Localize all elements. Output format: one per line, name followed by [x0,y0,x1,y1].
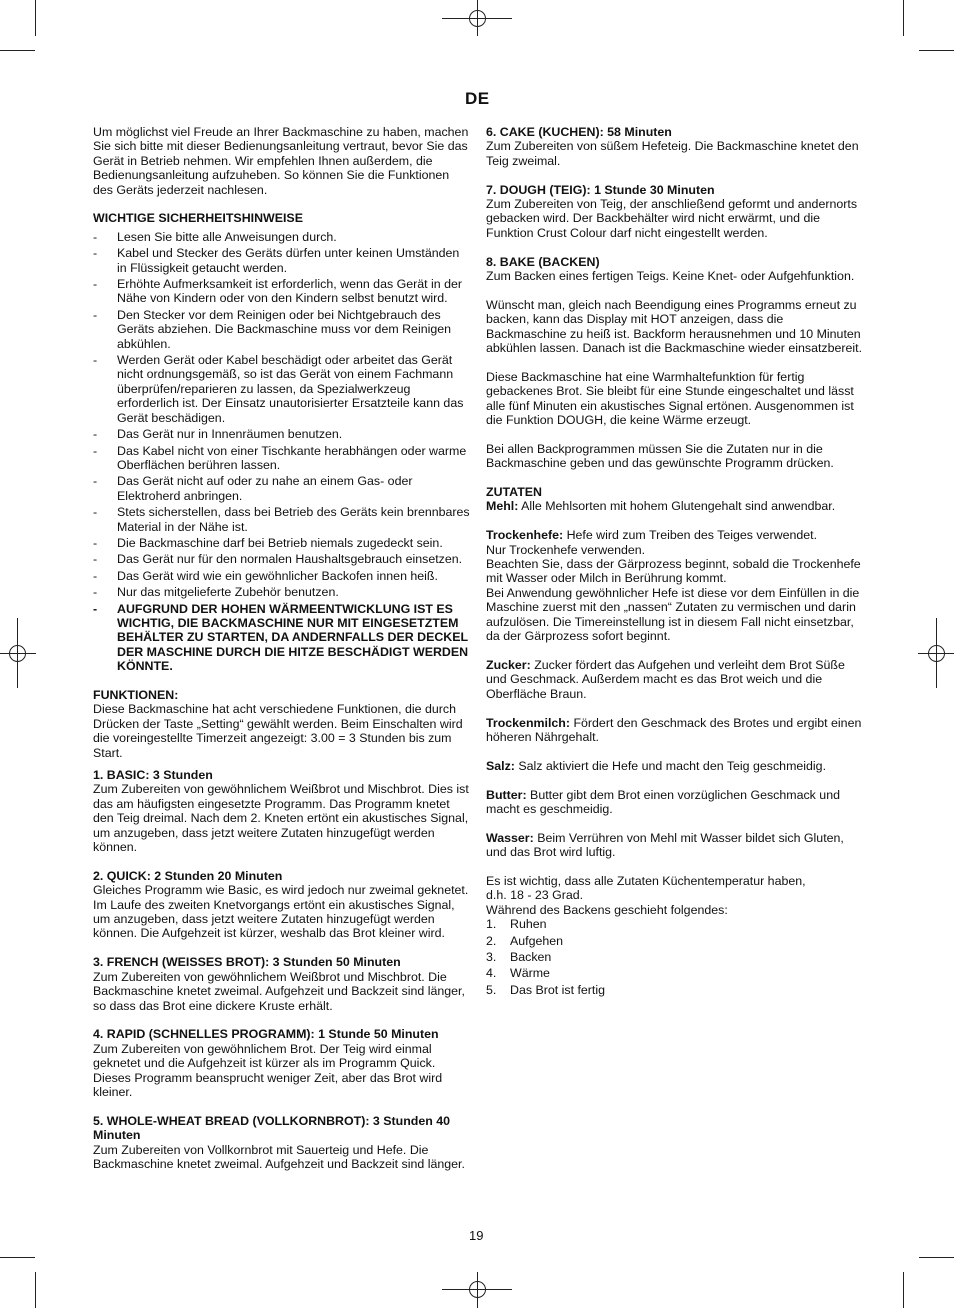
step-text: Wärme [510,966,550,981]
step-text: Ruhen [510,917,547,932]
ingredient-label: Mehl: [486,499,519,514]
ingredient-text: Fördert den Geschmack des Brotes und ergibt einen höheren Nährgehalt. [486,715,862,744]
step-text: Das Brot ist fertig [510,982,606,997]
ingredient-text: Nur Trockenhefe verwenden. [486,542,646,557]
ingredient-text: Bei Anwendung gewöhnlicher Hefe ist diese vor dem Einfüllen in die Maschine zuerst mit den „nassen“ Zutaten zu vermischen und darin aufzulösen. Die Timereinstellung ist in diesem Fall nicht einsetzbar, da der Gärprozess sofort beginnt. [486,585,860,644]
temperature-note: Es ist wichtig, dass alle Zutaten Küchentemperatur haben, [486,873,806,888]
left-column [93,125,471,1171]
list-item: - Das Gerät wird wie ein gewöhnlicher Backofen innen heiß. [93,569,471,583]
step-text: Backen [510,949,552,964]
step-number: 1. [486,917,497,932]
program-title: 6. CAKE (KUCHEN): 58 Minuten [486,125,672,139]
ingredient-label: Wasser: [486,830,534,845]
crop-mark [0,1257,35,1258]
step-text: Aufgehen [510,933,564,948]
hot-paragraph: Wünscht man, gleich nach Beendigung eines Programms erneut zu backen, kann das Display mit HOT anzeigen, dass die Backmaschine zu heiß ist. Backform herausnehmen und 10 Minuten abkühlen lassen. Danach ist die Backmaschine wieder einsatzbereit. [486,297,863,356]
ingredient-wasser [486,831,864,860]
ingredient-label: Butter: [486,787,527,802]
ingredient-text: Beim Verrühren von Mehl mit Wasser bildet sich Gluten, und das Brot wird luftig. [486,830,844,860]
step-number: 5. [486,982,497,997]
list-item: - Nur das mitgelieferte Zubehör benutzen. [93,585,471,599]
list-item [486,917,864,931]
safety-heading: WICHTIGE SICHERHEITSHINWEISE [93,211,303,226]
program-title: 7. DOUGH (TEIG): 1 Stunde 30 Minuten [486,182,715,197]
step-number: 2. [486,933,497,948]
program-title: 5. WHOLE-WHEAT BREAD (VOLLKORNBROT): 3 Stunden 40 Minuten [93,1113,451,1143]
program-text: Zum Zubereiten von süßem Hefeteig. Die Backmaschine knetet den Teig zweimal. [486,139,859,168]
list-item: - Den Stecker vor dem Reinigen oder bei Nichtgebrauch des Geräts abziehen. Die Backmaschine muss vor dem Reinigen abkühlen. [93,308,471,351]
safety-list [93,230,471,674]
page-number: 19 [469,1228,484,1243]
ingredient-hefe [486,528,864,542]
ingredient-salz [486,759,864,773]
ingredient-mehl [486,499,864,513]
temperature-range: d.h. 18 - 23 Grad. [486,888,584,903]
list-item [486,983,864,997]
crop-mark [903,1272,904,1308]
crop-mark [0,50,35,51]
list-item [486,934,864,948]
ingredient-text: Alle Mehlsorten mit hohem Glutengehalt sind anwendbar. [518,499,836,514]
list-item: - Die Backmaschine darf bei Betrieb niemals zugedeckt sein. [93,536,471,550]
baking-intro: Während des Backens geschieht folgendes: [486,902,728,917]
all-programs-paragraph: Bei allen Backprogrammen müssen Sie die Zutaten nur in die Backmaschine geben und das gewünschte Programm drücken. [486,441,834,471]
list-item-warning: - AUFGRUND DER HOHEN WÄRMEENTWICKLUNG IST ES WICHTIG, DIE BACKMASCHINE NUR MIT EINGESETZTEM BEHÄLTER ZU STARTEN, DA ANDERNFALLS DER DECKEL DER MASCHINE DURCH DIE HITZE BESCHÄDIGT WERDEN KÖNNTE. [93,602,471,674]
crop-mark [919,1257,954,1258]
program-text: Zum Zubereiten von gewöhnlichem Brot. Der Teig wird einmal geknetet und die Aufgehzeit ist kürzer als im Programm Quick. Dieses Programm beansprucht weniger Zeit, aber das Brot wird kleiner. [93,1041,443,1099]
list-item: - Das Gerät nur in Innenräumen benutzen. [93,427,471,441]
language-label: DE [465,89,490,108]
list-item: - Erhöhte Aufmerksamkeit ist erforderlich, wenn das Gerät in der Nähe von Kindern oder von den Kindern selbst benutzt wird. [93,277,471,306]
program-text: Zum Zubereiten von Vollkornbrot mit Sauerteig und Hefe. Die Backmaschine knetet zweimal. Aufgehzeit und Backzeit sind länger. [93,1142,465,1171]
ingredient-label: Salz: [486,758,515,773]
program-text: Gleiches Programm wie Basic, es wird jedoch nur zweimal geknetet. Im Laufe des zweiten Knetvorgangs ertönt ein akustisches Signal, um anzugeben, dass jetzt weitere Zutaten hinzugefügt werden können. Die Aufgehzeit ist kürzer, weshalb das Brot kleiner wird. [93,883,469,941]
functions-heading: FUNKTIONEN: [93,688,179,702]
ingredient-text: Salz aktiviert die Hefe und macht den Teig geschmeidig. [514,758,827,773]
program-title: 2. QUICK: 2 Stunden 20 Minuten [93,868,283,883]
ingredient-trockenmilch [486,716,864,745]
program-text: Zum Zubereiten von Teig, der anschließend geformt und andernorts gebacken wird. Der Backbehälter wird nicht erwärmt, und die Funktion Crust Colour darf nicht eingestellt werden. [486,197,858,240]
crop-mark [35,0,36,36]
right-column [486,125,864,999]
program-title: 4. RAPID (SCHNELLES PROGRAMM): 1 Stunde 50 Minuten [93,1027,439,1042]
list-item: - Lesen Sie bitte alle Anweisungen durch. [93,230,471,244]
ingredient-zucker [486,658,864,701]
crop-mark [35,1272,36,1308]
ingredient-label: Zucker: [486,657,531,672]
list-item [486,950,864,964]
list-item: - Das Gerät nicht auf oder zu nahe an einem Gas- oder Elektroherd anbringen. [93,474,471,503]
list-item: - Das Kabel nicht von einer Tischkante herabhängen oder warme Oberflächen berühren lassen. [93,444,471,473]
list-item: - Kabel und Stecker des Geräts dürfen unter keinen Umständen in Flüssigkeit getaucht werden. [93,246,471,275]
intro-paragraph: Um möglichst viel Freude an Ihrer Backmaschine zu haben, machen Sie sich bitte mit dieser Bedienungsanleitung vertraut, bevor Sie das Gerät in Betrieb nehmen. Wir empfehlen Ihnen außerdem, die Bedienungsanleitung aufzuheben. So können Sie die Funktionen des Geräts jederzeit nachlesen. [93,125,469,197]
program-title: 3. FRENCH (WEISSES BROT): 3 Stunden 50 Minuten [93,955,401,970]
ingredient-text: Zucker fördert das Aufgehen und verleiht dem Brot Süße und Geschmack. Außerdem macht es das Brot weich und die Oberfläche Braun. [486,657,845,701]
ingredient-butter [486,788,864,817]
ingredient-text: Beachten Sie, dass der Gärprozess beginnt, sobald die Trockenhefe mit Wasser oder Milch in Berührung kommt. [486,557,861,586]
list-item [486,966,864,980]
step-number: 3. [486,949,497,964]
ingredient-label: Trockenhefe: [486,528,564,543]
baking-steps [486,917,864,997]
crop-mark [919,50,954,51]
program-text: Zum Backen eines fertigen Teigs. Keine Knet- oder Aufgehfunktion. [486,269,855,284]
ingredient-label: Trockenmilch: [486,715,571,730]
program-text: Zum Zubereiten von gewöhnlichem Weißbrot und Mischbrot. Die Backmaschine knetet zweimal. Aufgehzeit und Backzeit sind länger, so dass das Brot eine dickere Kruste erhält. [93,969,465,1013]
program-title: 1. BASIC: 3 Stunden [93,768,213,783]
ingredient-text: Hefe wird zum Treiben des Teiges verwendet. [563,528,818,543]
ingredients-heading: ZUTATEN [486,485,542,500]
functions-intro: Diese Backmaschine hat acht verschiedene Funktionen, die durch Drücken der Taste „Setting“ gewählt werden. Beim Einschalten wird die voreingestellte Timerzeit angezeigt: 3.00 = 3 Stunden bis zum Start. [93,702,463,760]
crop-mark [903,0,904,36]
ingredient-text: Butter gibt dem Brot einen vorzüglichen Geschmack und macht es geschmeidig. [486,787,840,816]
program-text: Zum Zubereiten von gewöhnlichem Weißbrot und Mischbrot. Dies ist das am häufigsten eingesetzte Programm. Das Programm knetet den Teig dreimal. Nach dem 2. Kneten ertönt ein akustisches Signal, um anzugeben, dass jetzt weitere Zutaten hinzugefügt werden können. [93,782,469,855]
warm-paragraph: Diese Backmaschine hat eine Warmhaltefunktion für fertig gebackenes Brot. Sie bleibt für eine Stunde eingeschaltet und lässt alle fünf Minuten ein akustisches Signal ertönen. Ausgenommen ist die Funktion DOUGH, die keine Wärme erzeugt. [486,369,854,428]
list-item: - Das Gerät nur für den normalen Haushaltsgebrauch einsetzen. [93,552,471,566]
program-title: 8. BAKE (BACKEN) [486,254,600,269]
list-item: - Werden Gerät oder Kabel beschädigt oder arbeitet das Gerät nicht ordnungsgemäß, so ist das Gerät von einem Fachmann überprüfen/reparieren zu lassen, da Spezialwerkzeug erforderlich ist. Der Einsatz unautorisierter Ersatzteile kann das Gerät beschädigen. [93,353,471,425]
list-item: - Stets sicherstellen, dass bei Betrieb des Geräts kein brennbares Material in der Nähe ist. [93,505,471,534]
step-number: 4. [486,966,497,981]
